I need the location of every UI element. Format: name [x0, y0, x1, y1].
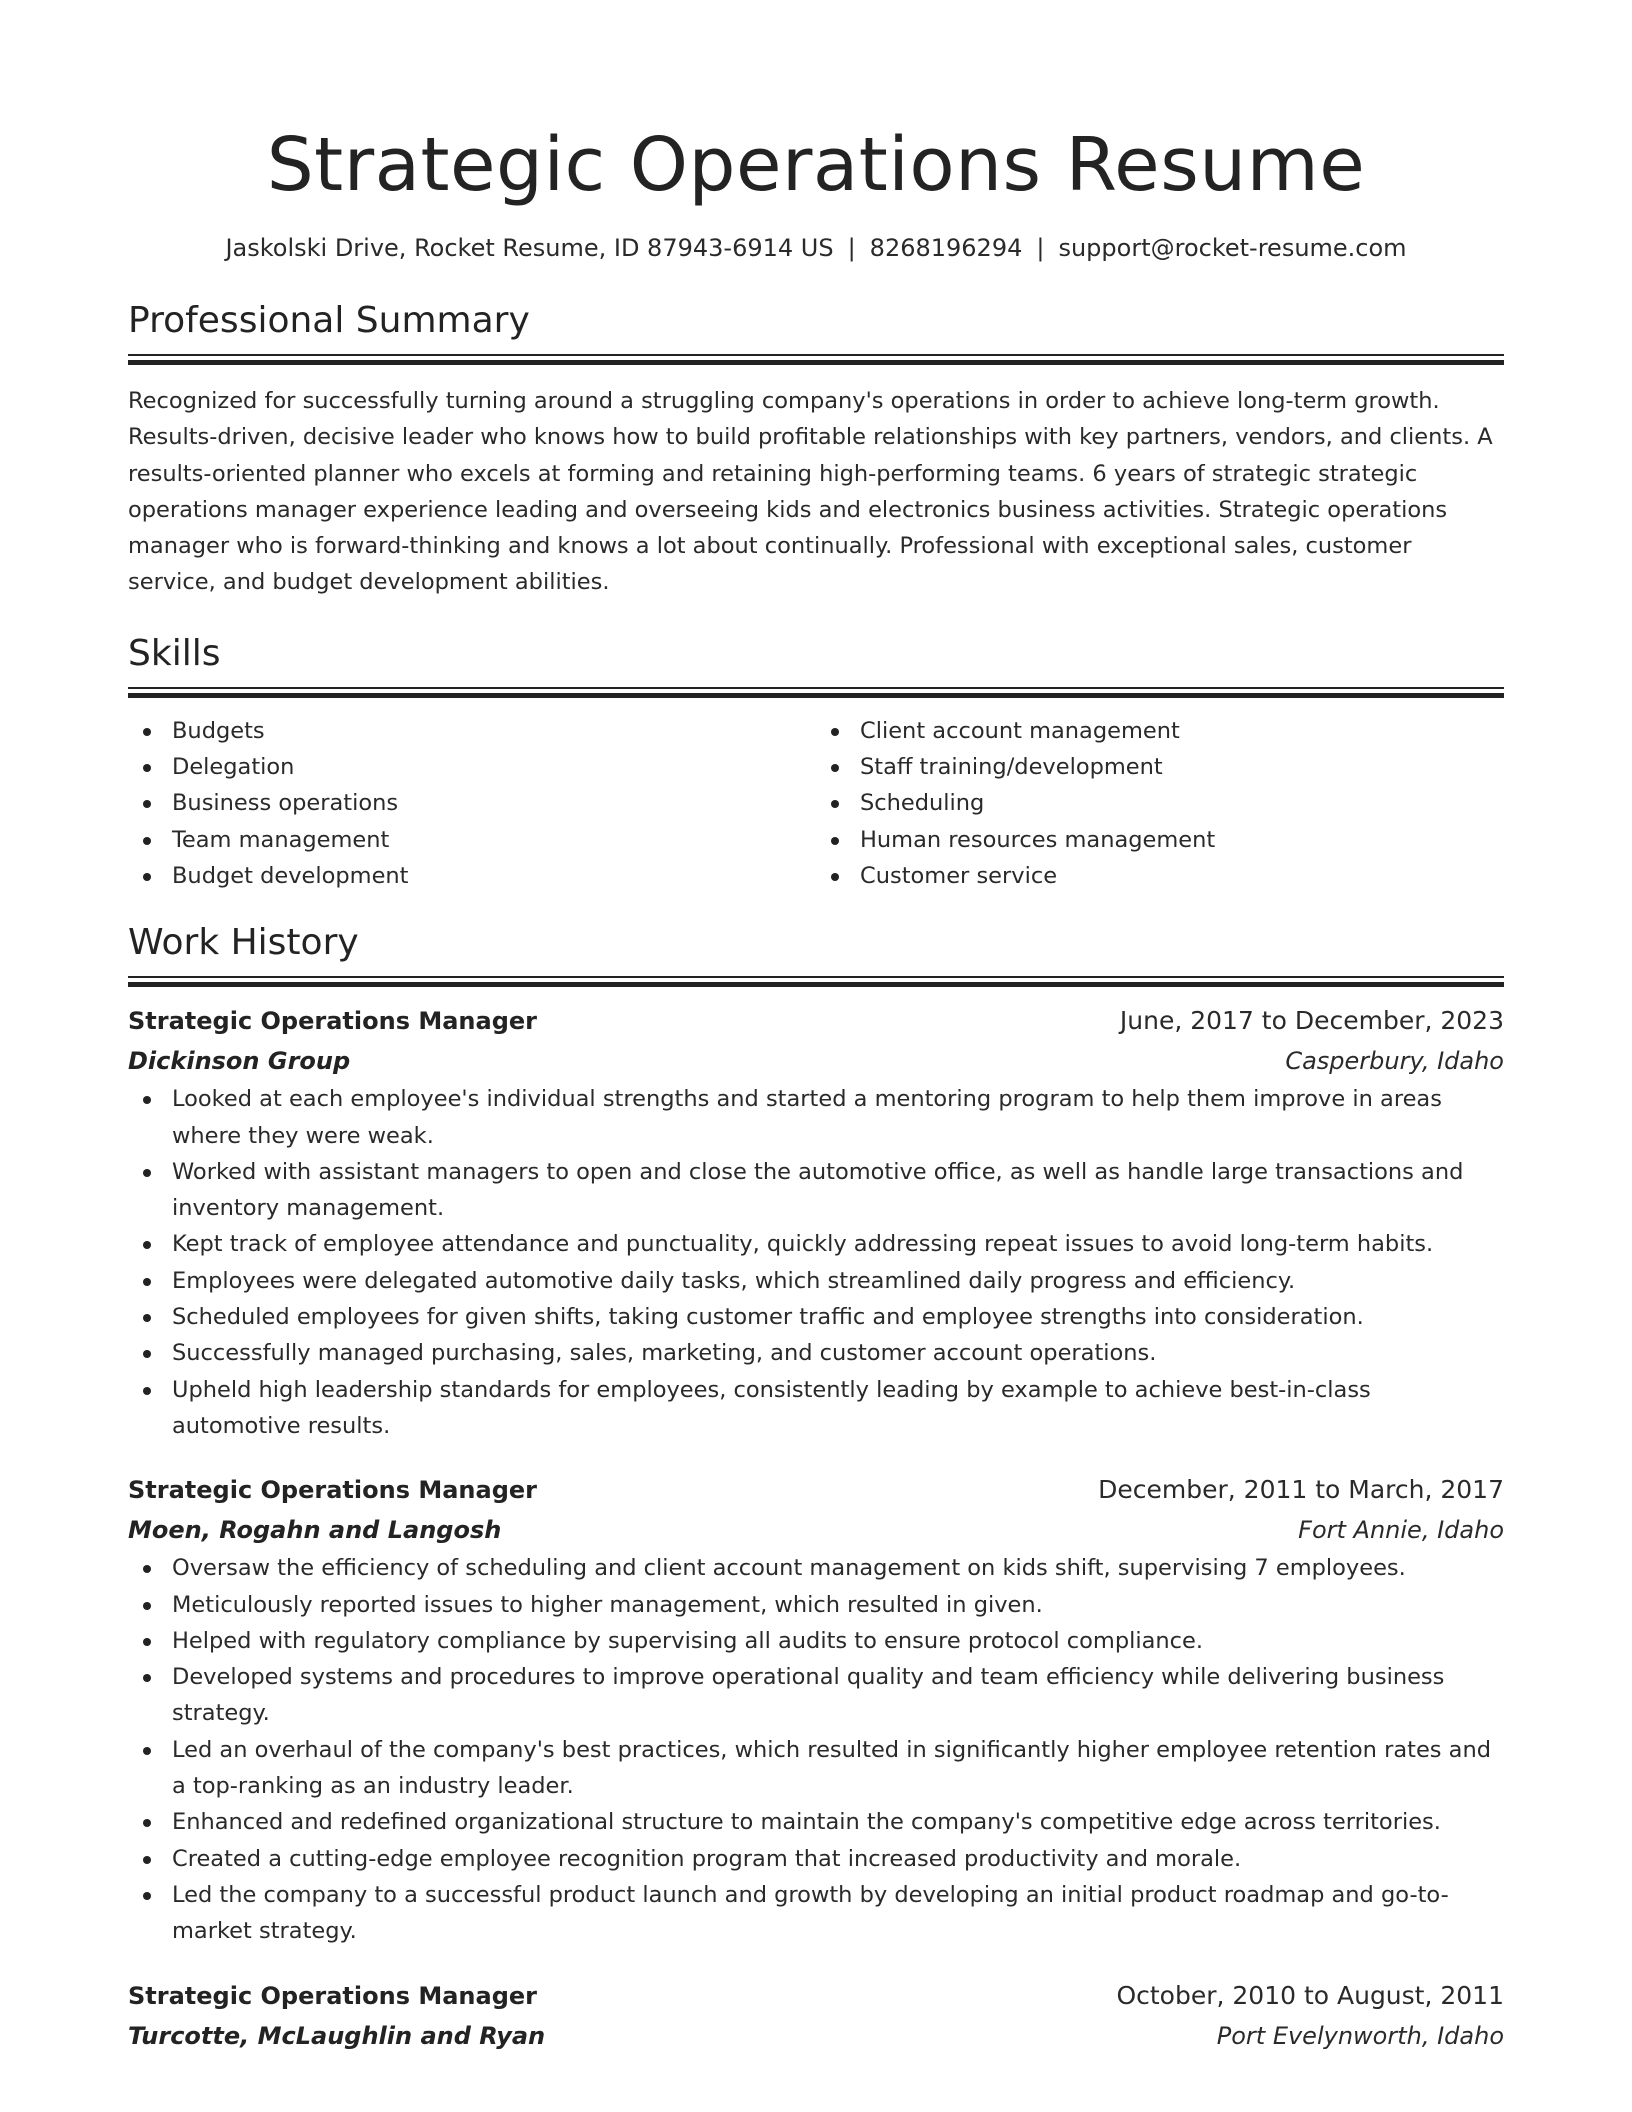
- job-bullet: Developed systems and procedures to improve operational quality and team efficiency while delivering business strategy.: [172, 1659, 1504, 1732]
- contact-address: Jaskolski Drive, Rocket Resume, ID 87943-6914 US: [225, 234, 834, 262]
- job-bullet: Successfully managed purchasing, sales, marketing, and customer account operations.: [172, 1335, 1504, 1371]
- job-location: Fort Annie, Idaho: [1298, 1516, 1504, 1545]
- job-title: Strategic Operations Manager: [128, 1981, 537, 2010]
- contact-separator: |: [1036, 234, 1045, 262]
- job-header-row: [128, 1976, 1504, 2016]
- job-title: Strategic Operations Manager: [128, 1007, 537, 1036]
- job-bullet: Worked with assistant managers to open and close the automotive office, as well as handle large transactions and inventory management.: [172, 1154, 1504, 1227]
- job-bullet: Kept track of employee attendance and punctuality, quickly addressing repeat issues to avoid long-term habits.: [172, 1226, 1504, 1262]
- section-heading-work-history: Work History: [128, 922, 359, 964]
- job-location: Port Evelynworth, Idaho: [1216, 2021, 1504, 2050]
- skill-item: Delegation: [172, 749, 816, 785]
- job-responsibilities: [128, 1550, 1504, 1949]
- job-company-row: [128, 2016, 1504, 2056]
- job-company-row: [128, 1041, 1504, 1081]
- section-divider: [128, 976, 1504, 987]
- job-bullet: Looked at each employee's individual strengths and started a mentoring program to help them improve in areas where they were weak.: [172, 1081, 1504, 1154]
- summary-text: Recognized for successfully turning around a struggling company's operations in order to achieve long-term growth. Results-driven, decisive leader who knows how to build profitable relationships with key partners, vendors, and clients. A results-oriented planner who excels at forming and retaining high-performing teams. 6 years of strategic strategic operations manager experience leading and overseeing kids and electronics business activities. Strategic operations manager who is forward-thinking and knows a lot about continually. Professional with exceptional sales, customer service, and budget development abilities.: [128, 388, 1493, 596]
- job-bullet: Helped with regulatory compliance by supervising all audits to ensure protocol compliance.: [172, 1623, 1504, 1659]
- skill-item: Business operations: [172, 785, 816, 821]
- job-company: Moen, Rogahn and Langosh: [128, 1516, 502, 1545]
- job-bullet: Led an overhaul of the company's best practices, which resulted in significantly higher employee retention rates and a top-ranking as an industry leader.: [172, 1732, 1504, 1805]
- job-location: Casperbury, Idaho: [1285, 1047, 1504, 1076]
- job-dates: June, 2017 to December, 2023: [1119, 1006, 1504, 1036]
- skill-item: Human resources management: [860, 822, 1504, 858]
- job-entry: [128, 1001, 1504, 1444]
- skills-column-left: [128, 713, 816, 894]
- section-divider: [128, 687, 1504, 698]
- job-title: Strategic Operations Manager: [128, 1476, 537, 1505]
- section-heading-summary: Professional Summary: [128, 300, 530, 341]
- skill-item: Customer service: [860, 858, 1504, 894]
- job-entry: [128, 1976, 1504, 2056]
- job-bullet: Scheduled employees for given shifts, taking customer traffic and employee strengths into consideration.: [172, 1299, 1504, 1335]
- job-responsibilities: [128, 1081, 1504, 1444]
- resume-title: Strategic Operations Resume: [266, 122, 1366, 208]
- job-bullet: Upheld high leadership standards for employees, consistently leading by example to achieve best-in-class automotive results.: [172, 1372, 1504, 1445]
- work-history-list: [128, 1001, 1504, 2055]
- skill-item: Team management: [172, 822, 816, 858]
- skills-list: [128, 713, 1504, 894]
- contact-line: [128, 232, 1504, 264]
- skills-column-right: [816, 713, 1504, 894]
- job-header-row: [128, 1001, 1504, 1041]
- contact-separator: |: [847, 234, 856, 262]
- job-bullet: Oversaw the efficiency of scheduling and client account management on kids shift, supervising 7 employees.: [172, 1550, 1504, 1586]
- job-bullet: Employees were delegated automotive daily tasks, which streamlined daily progress and efficiency.: [172, 1263, 1504, 1299]
- job-bullet: Meticulously reported issues to higher management, which resulted in given.: [172, 1587, 1504, 1623]
- job-dates: December, 2011 to March, 2017: [1098, 1475, 1504, 1505]
- skill-item: Budget development: [172, 858, 816, 894]
- job-header-row: [128, 1470, 1504, 1510]
- job-dates: October, 2010 to August, 2011: [1116, 1980, 1504, 2010]
- job-bullet: Created a cutting-edge employee recognition program that increased productivity and morale.: [172, 1841, 1504, 1877]
- section-divider: [128, 354, 1504, 365]
- contact-phone: 8268196294: [869, 234, 1023, 262]
- job-bullet: Led the company to a successful product launch and growth by developing an initial product roadmap and go-to-market strategy.: [172, 1877, 1504, 1950]
- skill-item: Scheduling: [860, 785, 1504, 821]
- skill-item: Staff training/development: [860, 749, 1504, 785]
- section-heading-skills: Skills: [128, 632, 221, 674]
- job-bullet: Enhanced and redefined organizational structure to maintain the company's competitive edge across territories.: [172, 1804, 1504, 1840]
- job-entry: [128, 1470, 1504, 1949]
- resume-page: [128, 0, 1504, 2056]
- contact-email[interactable]: support@rocket-resume.com: [1058, 234, 1407, 262]
- skill-item: Client account management: [860, 713, 1504, 749]
- skill-item: Budgets: [172, 713, 816, 749]
- job-company: Turcotte, McLaughlin and Ryan: [128, 2021, 546, 2050]
- job-company: Dickinson Group: [128, 1047, 351, 1076]
- job-company-row: [128, 1510, 1504, 1550]
